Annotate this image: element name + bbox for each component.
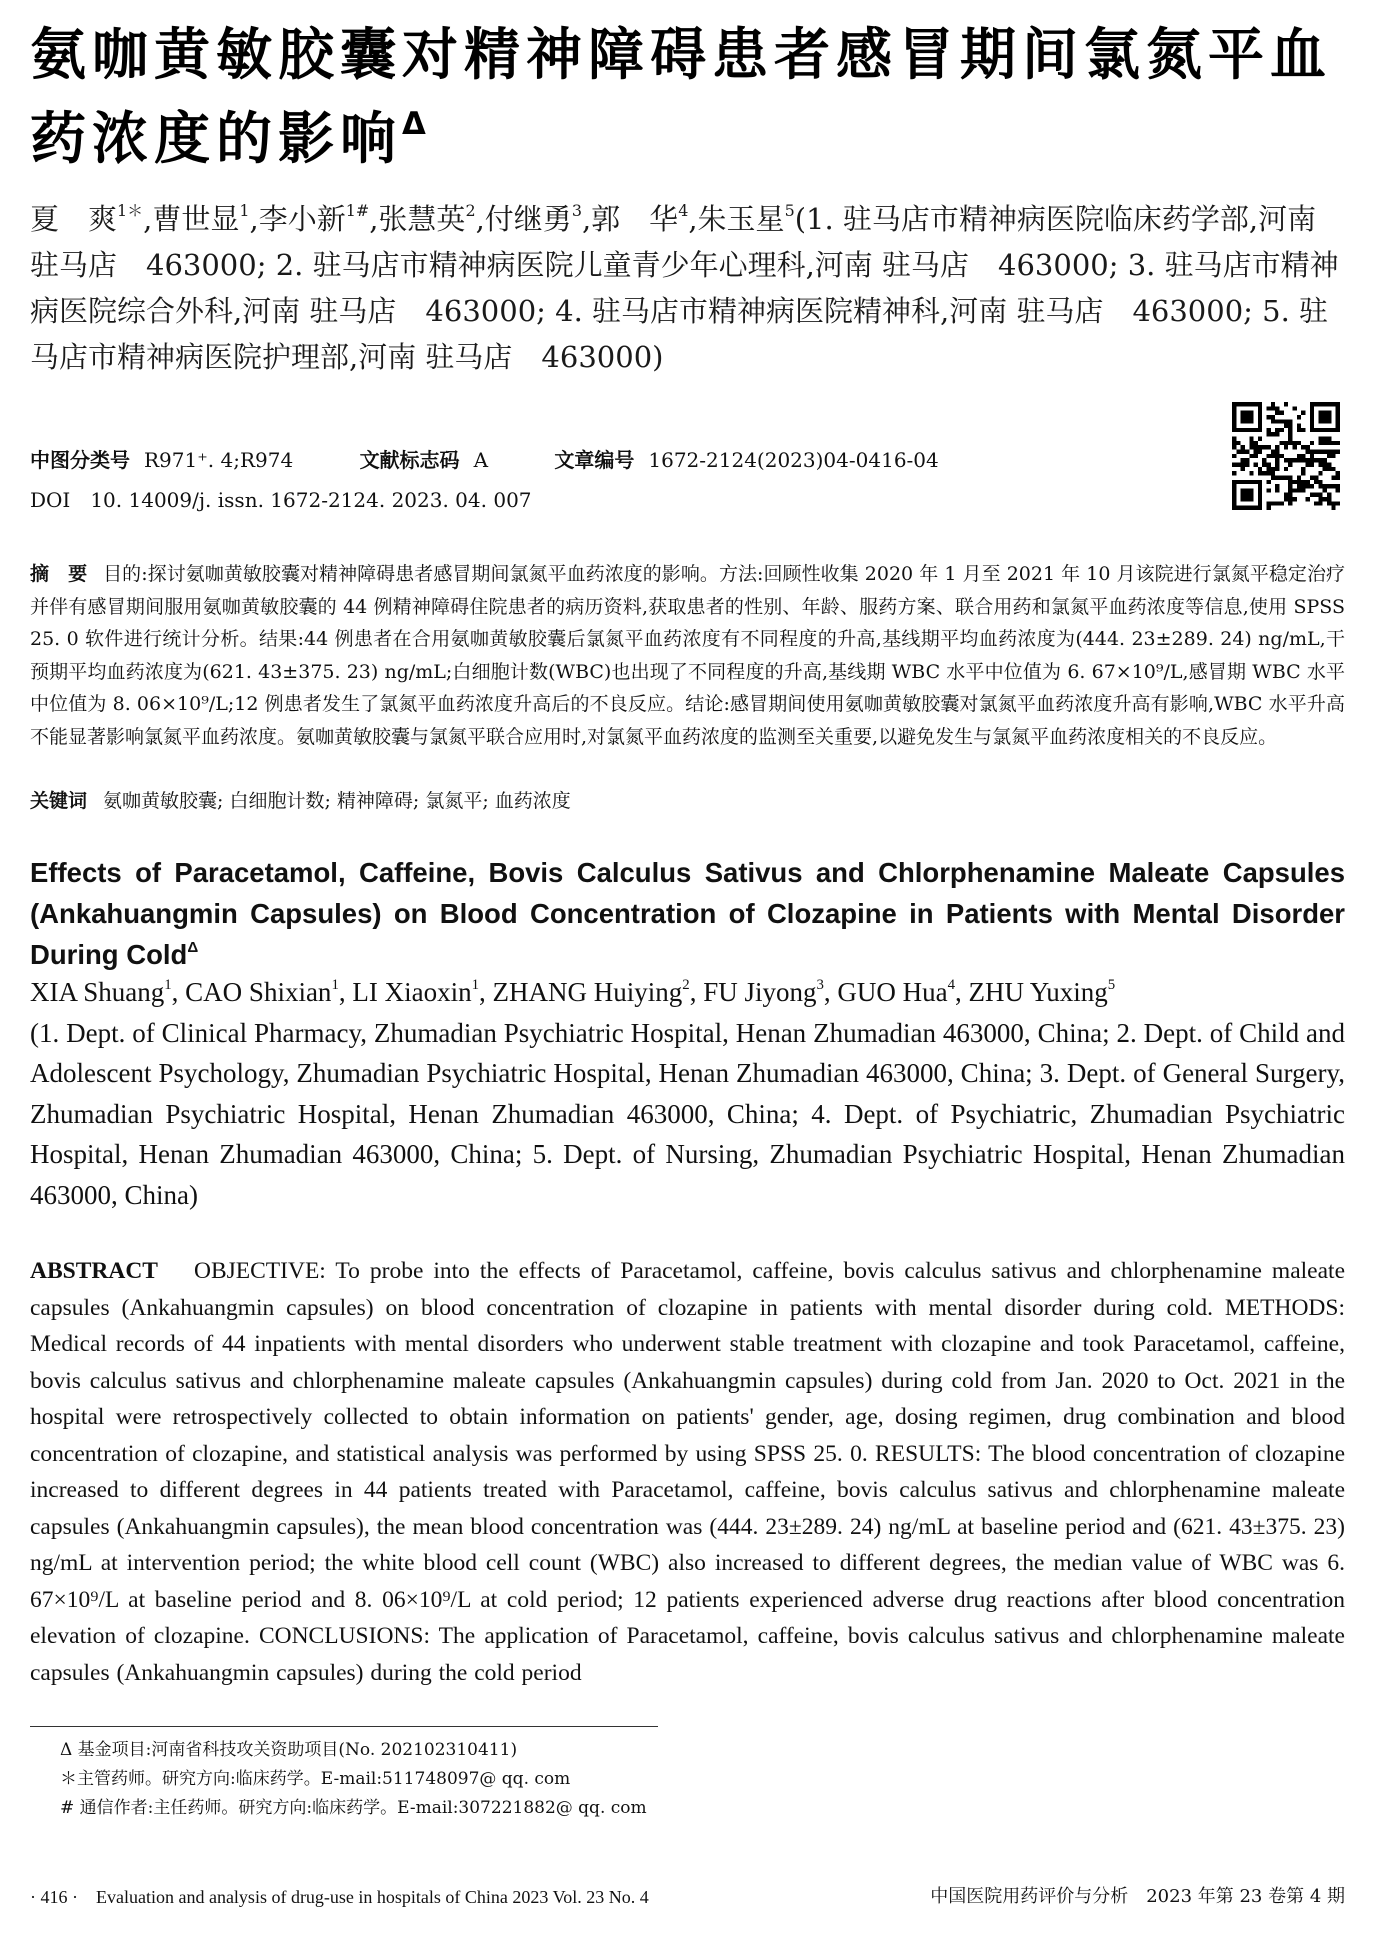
doc-code-value: A	[473, 448, 489, 472]
english-funding-mark: Δ	[187, 938, 199, 956]
chinese-author-list: 夏 爽$^{1*}$,曹世显$^1$,李小新$^{1\#}$,张慧英$^2$,付继勇$^3$,郭 华$^4$,朱玉星$^5$	[30, 200, 795, 236]
english-title-text: Effects of Paracetamol, Caffeine, Bovis Calculus Sativus and Chlorphenamine Maleate Capsules (Ankahuangmin Capsules) on Blood Concentration of Clozapine in Patients with Mental Disorder During Cold	[30, 857, 1345, 970]
author-affiliation-mark: 5	[784, 200, 795, 220]
article-no-label: 文章编号	[554, 448, 635, 472]
chinese-abstract-label: 摘 要	[30, 563, 88, 585]
author-affiliation-mark: 1	[239, 200, 250, 220]
meta-row	[30, 440, 1170, 480]
author-name: 朱玉星	[697, 202, 785, 236]
author-name: ZHANG Huiying	[492, 977, 683, 1007]
author-name: FU Jiyong	[703, 977, 817, 1007]
author-affiliation-mark: 2	[465, 200, 476, 220]
english-title	[30, 852, 1345, 975]
author-affiliation-mark: 5	[1107, 976, 1116, 993]
author-name: 郭 华	[591, 202, 679, 236]
chinese-abstract	[30, 558, 1345, 753]
article-no-value: 1672-2124(2023)04-0416-04	[648, 448, 939, 472]
author-name: LI Xiaoxin	[352, 977, 472, 1007]
chinese-affiliations: (1. 驻马店市精神病医院临床药学部,河南 驻马店 463000; 2. 驻马店市精神病医院儿童青少年心理科,河南 驻马店 463000; 3. 驻马店市精神病医院综合外科,河南 驻马店 463000; 4. 驻马店市精神病医院精神科,河南 驻马店 463000; 5. 驻马店市精神病医院护理部,河南 驻马店 463000)	[30, 202, 1339, 374]
author-affiliation-mark: 1	[164, 976, 172, 993]
author-affiliation-mark: 3	[816, 976, 824, 993]
author-name: ZHU Yuxing	[968, 977, 1108, 1007]
footnotes	[60, 1736, 960, 1823]
chinese-authors-block	[30, 196, 1345, 380]
author-affiliation-mark: 1	[331, 976, 339, 993]
footnote-divider	[30, 1726, 658, 1727]
author-affiliation-mark: 1＊	[117, 200, 144, 220]
author-name: CAO Shixian	[185, 977, 332, 1007]
clc-value: R971⁺. 4;R974	[144, 448, 294, 472]
author-affiliation-mark: 1#	[345, 200, 370, 220]
author-affiliation-mark: 3	[571, 200, 582, 220]
footer-left: · 416 · Evaluation and analysis of drug-use in hospitals of China 2023 Vol. 23 No. 4	[30, 1887, 649, 1907]
english-affiliations: (1. Dept. of Clinical Pharmacy, Zhumadian Psychiatric Hospital, Henan Zhumadian 463000, China; 2. Dept. of Child and Adolescent Psychology, Zhumadian Psychiatric Hospital, Henan Zhumadian 463000, China; 3. Dept. of General Surgery, Zhumadian Psychiatric Hospital, Henan Zhumadian 463000, China; 4. Dept. of Psychiatric, Zhumadian Psychiatric Hospital, Henan Zhumadian 463000, China; 5. Dept. of Nursing, Zhumadian Psychiatric Hospital, Henan Zhumadian 463000, China)	[30, 1017, 1345, 1210]
author-affiliation-mark: 2	[682, 976, 690, 993]
author-name: 李小新	[258, 202, 346, 236]
author-name: 张慧英	[378, 202, 466, 236]
funding-mark: Δ	[402, 105, 432, 142]
author-affiliation-mark: 4	[947, 976, 956, 993]
english-abstract-text: OBJECTIVE: To probe into the effects of Paracetamol, caffeine, bovis calculus sativus and chlorphenamine maleate capsules (Ankahuangmin capsules) on blood concentration of clozapine in patients with mental disorder during cold. METHODS: Medical records of 44 inpatients with mental disorders who underwent stable treatment with clozapine and took Paracetamol, caffeine, bovis calculus sativus and chlorphenamine maleate capsules (Ankahuangmin capsules) during cold from Jan. 2020 to Oct. 2021 in the hospital were retrospectively collected to obtain information on patients' gender, age, dosing regimen, drug combination and blood concentration of clozapine, and statistical analysis was performed by using SPSS 25. 0. RESULTS: The blood concentration of clozapine increased to different degrees in 44 patients treated with Paracetamol, caffeine, bovis calculus sativus and chlorphenamine maleate capsules (Ankahuangmin capsules), the mean blood concentration was (444. 23±289. 24) ng/mL at baseline period and (621. 43±375. 23) ng/mL at intervention period; the white blood cell count (WBC) also increased to different degrees, the median value of WBC was 6. 67×10⁹/L at baseline period and 8. 06×10⁹/L at cold period; 12 patients experienced adverse drug reactions after blood concentration elevation of clozapine. CONCLUSIONS: The application of Paracetamol, caffeine, bovis calculus sativus and chlorphenamine maleate capsules (Ankahuangmin capsules) during the cold period	[30, 1258, 1345, 1686]
clc-label: 中图分类号	[30, 448, 130, 472]
english-author-list: XIA Shuang$^1$, CAO Shixian$^1$, LI Xiaoxin$^1$, ZHANG Huiying$^2$, FU Jiyong$^3$, GUO Hua$^4$, ZHU Yuxing$^5$	[30, 976, 1116, 1007]
english-authors-block	[30, 972, 1345, 1215]
qr-code-icon[interactable]	[1232, 402, 1340, 510]
article-meta	[30, 440, 1170, 520]
author-affiliation-mark: 4	[678, 200, 689, 220]
author-affiliation-mark: 1	[471, 976, 480, 993]
author-name: 夏 爽	[30, 202, 118, 236]
qr-modules	[1232, 402, 1340, 510]
doi: DOI 10. 14009/j. issn. 1672-2124. 2023. 04. 007	[30, 488, 532, 512]
footnote-funding: Δ 基金项目:河南省科技攻关资助项目(No. 202102310411)	[60, 1740, 518, 1760]
footnote-corresponding-author: # 通信作者:主任药师。研究方向:临床药学。E-mail:307221882@ qq. com	[60, 1798, 647, 1818]
chinese-keywords	[30, 785, 1345, 817]
author-name: 曹世显	[152, 202, 240, 236]
author-name: XIA Shuang	[30, 977, 165, 1007]
chinese-title-text: 氨咖黄敏胶囊对精神障碍患者感冒期间氯氮平血药浓度的影响	[30, 23, 1332, 172]
chinese-abstract-text: 目的:探讨氨咖黄敏胶囊对精神障碍患者感冒期间氯氮平血药浓度的影响。方法:回顾性收集 2020 年 1 月至 2021 年 10 月该院进行氯氮平稳定治疗并伴有感冒期间服用氨咖黄敏胶囊的 44 例精神障碍住院患者的病历资料,获取患者的性别、年龄、服药方案、联合用药和氯氮平血药浓度等信息,使用 SPSS 25. 0 软件进行统计分析。结果:44 例患者在合用氨咖黄敏胶囊后氯氮平血药浓度有不同程度的升高,基线期平均血药浓度为(444. 23±289. 24) ng/mL,干预期平均血药浓度为(621. 43±375. 23) ng/mL;白细胞计数(WBC)也出现了不同程度的升高,基线期 WBC 水平中位值为 6. 67×10⁹/L,感冒期 WBC 水平中位值为 8. 06×10⁹/L;12 例患者发生了氯氮平血药浓度升高后的不良反应。结论:感冒期间使用氨咖黄敏胶囊对氯氮平血药浓度升高有影响,WBC 水平升高不能显著影响氯氮平血药浓度。氨咖黄敏胶囊与氯氮平联合应用时,对氯氮平血药浓度的监测至关重要,以避免发生与氯氮平血药浓度相关的不良反应。	[30, 563, 1345, 748]
author-name: GUO Hua	[837, 977, 948, 1007]
chinese-keywords-text: 氨咖黄敏胶囊; 白细胞计数; 精神障碍; 氯氮平; 血药浓度	[103, 790, 571, 812]
doc-code-label: 文献标志码	[359, 448, 460, 472]
chinese-title	[30, 14, 1345, 182]
footnote-first-author: ＊主管药师。研究方向:临床药学。E-mail:511748097@ qq. com	[60, 1769, 571, 1789]
english-abstract-label: ABSTRACT	[30, 1258, 158, 1284]
author-name: 付继勇	[484, 202, 572, 236]
footer-right: 中国医院用药评价与分析 2023 年第 23 卷第 4 期	[930, 1886, 1345, 1907]
english-abstract	[30, 1253, 1345, 1691]
chinese-keywords-label: 关键词	[30, 790, 88, 812]
